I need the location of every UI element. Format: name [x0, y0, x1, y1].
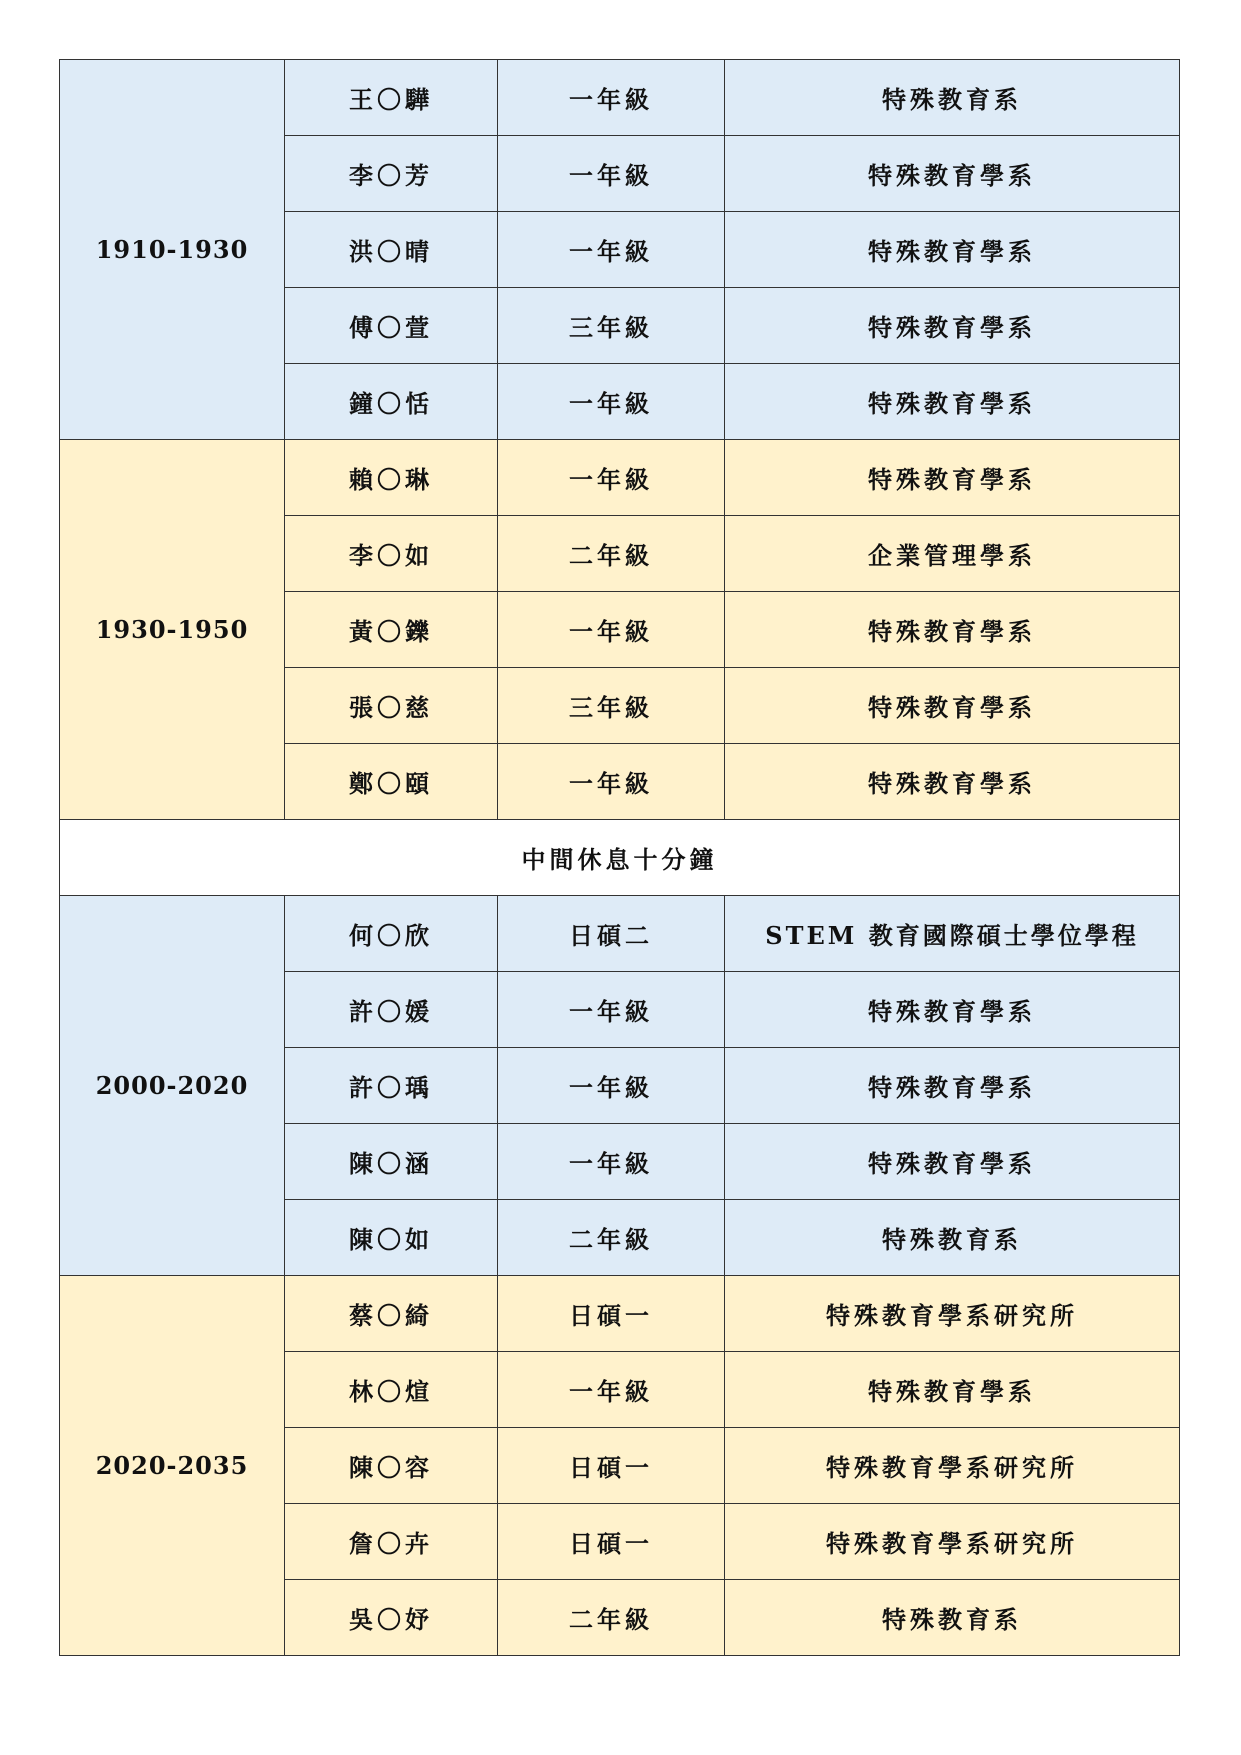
student-name-cell: 鄭〇頤	[285, 744, 498, 820]
table-row	[60, 896, 1180, 972]
student-name-cell: 李〇芳	[285, 136, 498, 212]
grade-cell: 一年級	[498, 364, 725, 440]
student-name-cell: 林〇煊	[285, 1352, 498, 1428]
student-name-cell: 賴〇琳	[285, 440, 498, 516]
student-name-cell: 傅〇萱	[285, 288, 498, 364]
grade-cell: 日碩二	[498, 896, 725, 972]
table-row	[60, 60, 1180, 136]
department-cell: STEM 教育國際碩士學位學程	[725, 896, 1180, 972]
student-name-cell: 吳〇妤	[285, 1580, 498, 1656]
student-name-cell: 洪〇晴	[285, 212, 498, 288]
time-slot-cell: 1930-1950	[60, 440, 285, 820]
student-name-cell: 蔡〇綺	[285, 1276, 498, 1352]
grade-cell: 一年級	[498, 212, 725, 288]
break-row	[60, 820, 1180, 896]
department-cell: 特殊教育學系	[725, 364, 1180, 440]
department-cell: 特殊教育學系	[725, 1352, 1180, 1428]
department-cell: 特殊教育學系	[725, 1048, 1180, 1124]
department-cell: 特殊教育學系	[725, 1124, 1180, 1200]
grade-cell: 日碩一	[498, 1276, 725, 1352]
grade-cell: 一年級	[498, 1352, 725, 1428]
student-name-cell: 何〇欣	[285, 896, 498, 972]
student-name-cell: 陳〇如	[285, 1200, 498, 1276]
student-name-cell: 李〇如	[285, 516, 498, 592]
department-cell: 特殊教育學系	[725, 592, 1180, 668]
grade-cell: 二年級	[498, 1580, 725, 1656]
grade-cell: 日碩一	[498, 1428, 725, 1504]
grade-cell: 三年級	[498, 288, 725, 364]
department-cell: 特殊教育學系研究所	[725, 1428, 1180, 1504]
grade-cell: 一年級	[498, 1124, 725, 1200]
department-cell: 特殊教育學系研究所	[725, 1276, 1180, 1352]
time-slot-cell: 2020-2035	[60, 1276, 285, 1656]
department-cell: 特殊教育學系	[725, 212, 1180, 288]
table-row	[60, 440, 1180, 516]
student-name-cell: 詹〇卉	[285, 1504, 498, 1580]
student-name-cell: 黃〇鑠	[285, 592, 498, 668]
department-cell: 特殊教育學系	[725, 668, 1180, 744]
department-cell: 特殊教育學系	[725, 288, 1180, 364]
department-cell: 企業管理學系	[725, 516, 1180, 592]
student-name-cell: 許〇瑀	[285, 1048, 498, 1124]
grade-cell: 一年級	[498, 744, 725, 820]
grade-cell: 一年級	[498, 136, 725, 212]
department-cell: 特殊教育系	[725, 1580, 1180, 1656]
grade-cell: 一年級	[498, 1048, 725, 1124]
time-slot-cell: 2000-2020	[60, 896, 285, 1276]
student-name-cell: 張〇慈	[285, 668, 498, 744]
time-slot-cell: 1910-1930	[60, 60, 285, 440]
grade-cell: 二年級	[498, 1200, 725, 1276]
department-cell: 特殊教育學系	[725, 744, 1180, 820]
grade-cell: 一年級	[498, 972, 725, 1048]
grade-cell: 一年級	[498, 60, 725, 136]
grade-cell: 日碩一	[498, 1504, 725, 1580]
department-cell: 特殊教育學系	[725, 440, 1180, 516]
grade-cell: 三年級	[498, 668, 725, 744]
break-label: 中間休息十分鐘	[60, 820, 1180, 896]
student-name-cell: 許〇媛	[285, 972, 498, 1048]
grade-cell: 一年級	[498, 440, 725, 516]
table-row	[60, 1276, 1180, 1352]
student-name-cell: 陳〇容	[285, 1428, 498, 1504]
student-name-cell: 陳〇涵	[285, 1124, 498, 1200]
student-name-cell: 王〇驊	[285, 60, 498, 136]
department-cell: 特殊教育學系研究所	[725, 1504, 1180, 1580]
grade-cell: 二年級	[498, 516, 725, 592]
schedule-table	[59, 59, 1180, 1656]
department-cell: 特殊教育系	[725, 60, 1180, 136]
grade-cell: 一年級	[498, 592, 725, 668]
department-cell: 特殊教育學系	[725, 136, 1180, 212]
department-cell: 特殊教育系	[725, 1200, 1180, 1276]
student-name-cell: 鐘〇恬	[285, 364, 498, 440]
department-cell: 特殊教育學系	[725, 972, 1180, 1048]
